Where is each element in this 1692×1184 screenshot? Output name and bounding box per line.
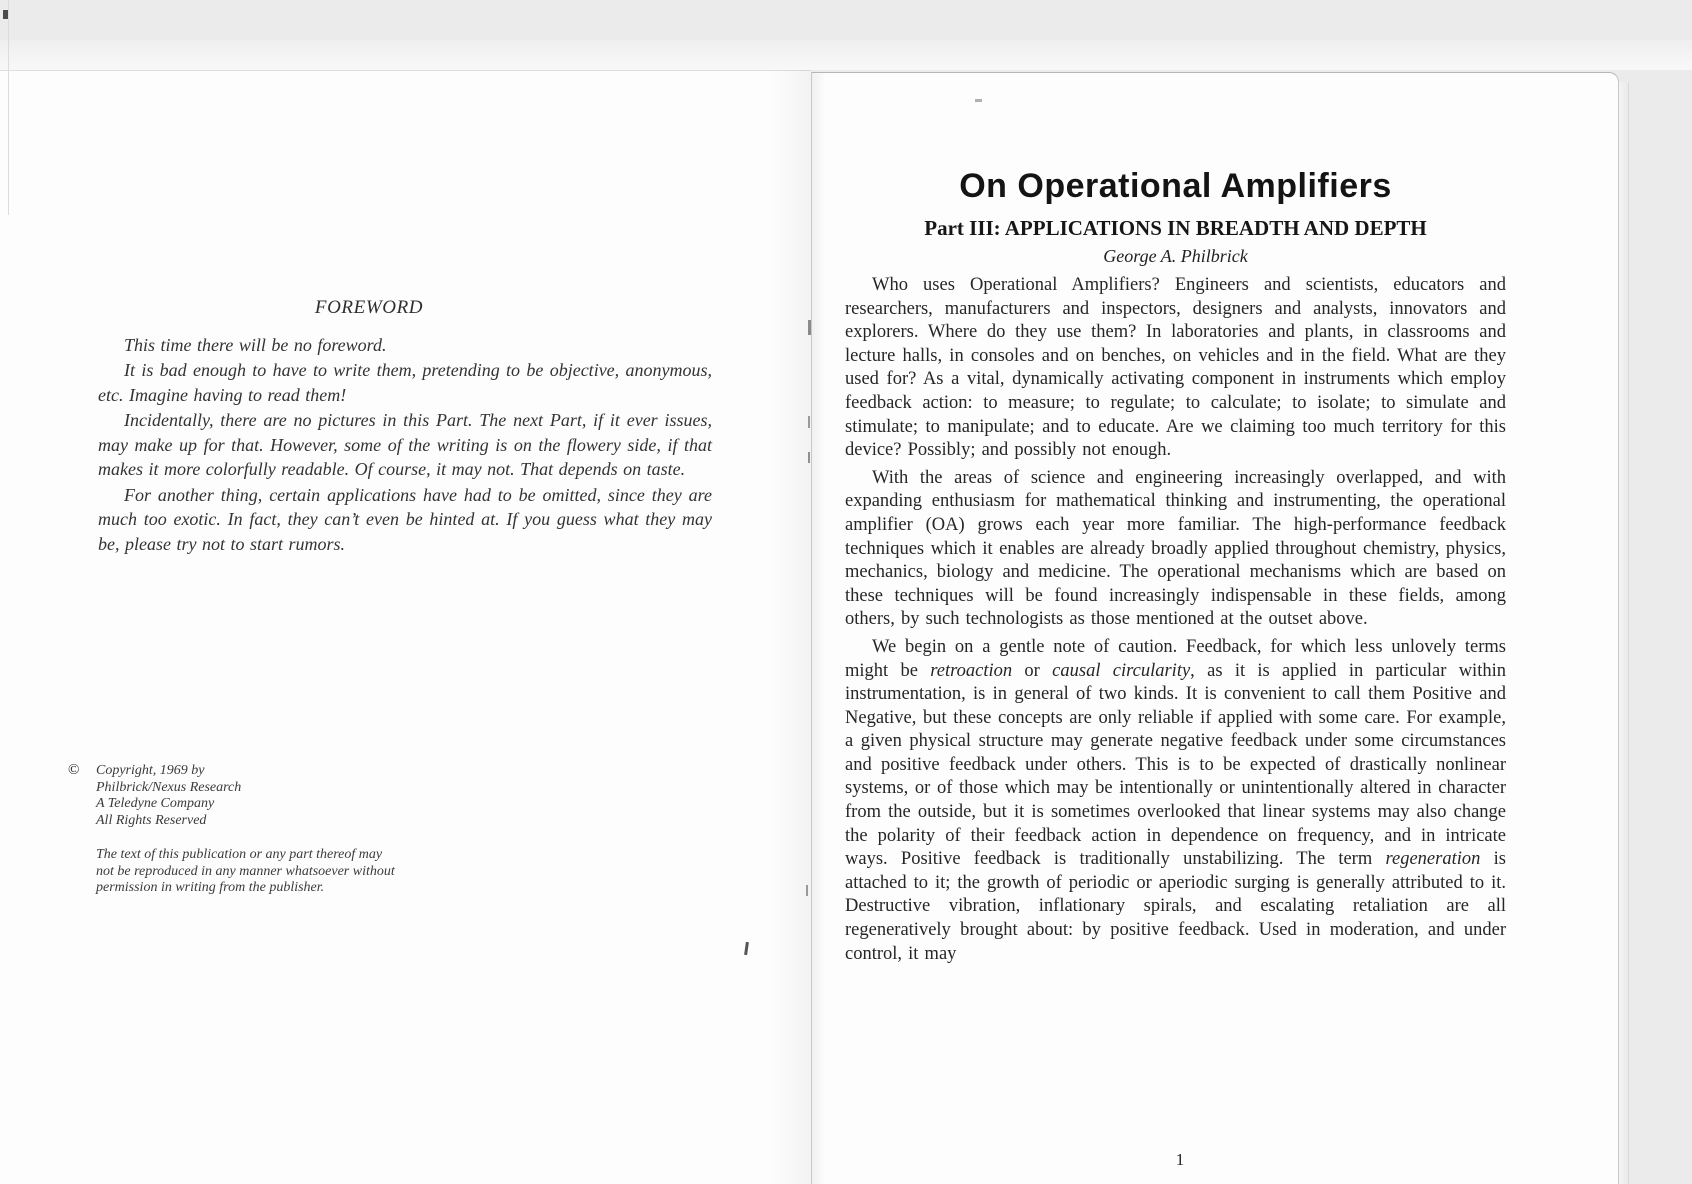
copyright-line: Copyright, 1969 by: [96, 763, 205, 778]
scan-artifact: [806, 885, 808, 896]
article-title: On Operational Amplifiers: [959, 167, 1392, 205]
scan-artifact: [808, 320, 811, 335]
notice-line: permission in writing from the publisher.: [96, 880, 325, 895]
article-body: [845, 274, 1506, 966]
body-paragraph: We begin on a gentle note of caution. Feedback, for which less unlovely terms might be retroaction or causal circularity, as it is applied in particular within instrumentation, is in general of two kinds. It is convenient to call them Positive and Negative, but these concepts are only reliable if applied with some care. For example, a given physical structure may generate negative feedback under some circumstances and positive feedback under others. This is to be expected of drastically nonlinear systems, or of those which may be intentionally or unintentionally altered in character from the outside, but it is sometimes overlooked that linear systems may also change the polarity of their feedback action in dependence on frequency, and in intricate ways. Positive feedback is traditionally unstabilizing. The term regeneration is attached to it; the growth of periodic or aperiodic surging is generally attributed to it. Destructive vibration, inflationary spirals, and escalating retaliation are all regeneratively brought about: by positive feedback. Used in moderation, and under control, it may: [845, 636, 1507, 964]
reproduction-notice: [96, 847, 395, 897]
foreword-section: [98, 296, 712, 556]
copyright-line: A Teledyne Company: [96, 796, 215, 811]
article-subtitle: Part III: APPLICATIONS IN BREADTH AND DEPTH: [924, 216, 1427, 240]
page-gutter-shadow: [771, 70, 811, 1184]
copyright-line: All Rights Reserved: [96, 812, 207, 828]
body-paragraph: With the areas of science and engineering increasingly overlapped, and with expanding enthusiasm for mathematical thinking and instrumenting, the operational amplifier (OA) grows each year more familiar. The high-performance feedback techniques which it enables are already broadly applied throughout chemistry, physics, mechanics, biology and medicine. The operational mechanisms which are based on these techniques will be found increasingly indispensable in these fields, among others, by such technologists as those mentioned at the outset above.: [845, 467, 1506, 630]
foreword-paragraph: Incidentally, there are no pictures in this Part. The next Part, if it ever issues, may make up for that. However, some of the writing is on the flowery side, if that makes it more colorfully readable. Of course, it may not. That depends on taste.: [98, 410, 712, 479]
notice-line: The text of this publication or any part thereof may: [96, 847, 383, 862]
scan-artifact: [808, 416, 810, 428]
foreword-paragraph: For another thing, certain applications have had to be omitted, since they are much too exotic. In fact, they can’t even be hinted at. If you guess what they may be, please try not to start rumors.: [98, 484, 712, 554]
notice-line: not be reproduced in any manner whatsoever without: [96, 863, 395, 879]
article: [845, 166, 1506, 966]
scan-artifact: [975, 99, 982, 102]
scanner-background-band: [0, 40, 1692, 70]
page-number: 1: [1175, 1150, 1185, 1169]
copyright-block: [68, 763, 241, 829]
copyright-symbol: ©: [68, 762, 80, 778]
foreword-heading: FOREWORD: [314, 297, 424, 318]
scan-artifact: [8, 0, 9, 215]
foreword-paragraph: It is bad enough to have to write them, pretending to be objective, anonymous, etc. Imagine having to read them!: [98, 360, 712, 405]
left-page: [0, 70, 811, 1184]
page-stack-edge: [1619, 82, 1629, 1184]
copyright-line: Philbrick/Nexus Research: [96, 779, 242, 795]
article-byline: George A. Philbrick: [1103, 246, 1248, 266]
body-paragraph: Who uses Operational Amplifiers? Engineers and scientists, educators and researchers, manufacturers and inspectors, designers and analysts, innovators and explorers. Where do they use them? In laboratories and plants, in classrooms and lecture halls, in consoles and on benches, on vehicles and in the field. What are they used for? As a vital, dynamically activating component in instruments which employ feedback action: to measure; to regulate; to calculate; to isolate; to simulate and stimulate; to manipulate; and to educate. Are we claiming too much territory for this device? Possibly; and possibly not enough.: [845, 275, 1506, 461]
foreword-paragraph: This time there will be no foreword.: [124, 334, 387, 355]
scan-artifact: [808, 452, 810, 463]
